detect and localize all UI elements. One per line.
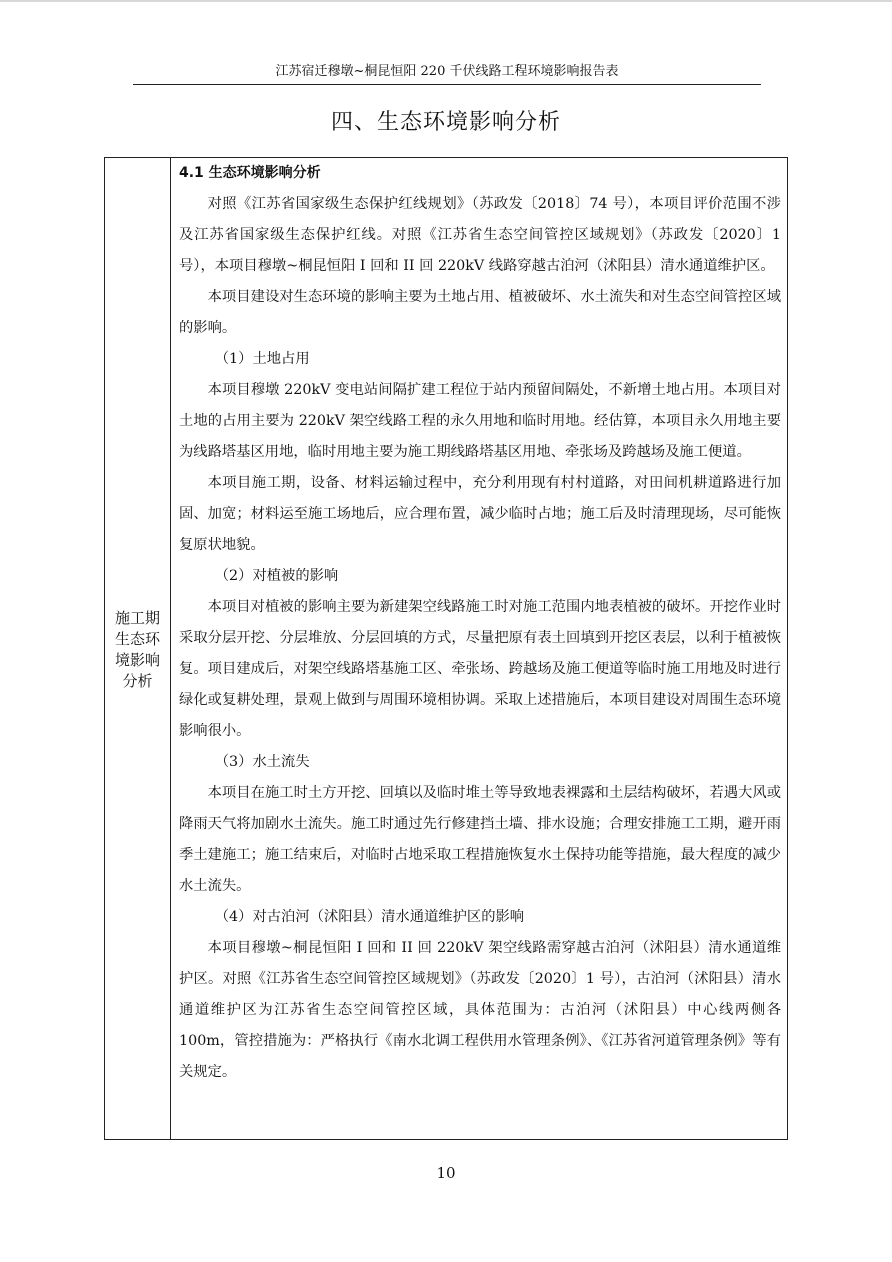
- subheading: （4）对古泊河（沭阳县）清水通道维护区的影响: [214, 909, 525, 925]
- paragraph: 本项目对植被的影响主要为新建架空线路施工时对施工范围内地表植被的破坏。开挖作业时采取分层开挖、分层堆放、分层回填的方式，尽量把原有表土回填到开挖区表层，以利于植被恢复。项目建成后，对架空线路塔基施工区、牵张场、跨越场及施工便道等临时施工用地及时进行绿化或复耕处理，景观上做到与周围环境相协调。采取上述措施后，本项目建设对周围生态环境影响很小。: [179, 599, 781, 739]
- side-label-text: 施工期生态环境影响分析: [114, 609, 160, 690]
- content-table: [104, 157, 788, 1140]
- side-label: [105, 608, 170, 692]
- paragraph: 本项目施工期，设备、材料运输过程中，充分利用现有村村道路，对田间机耕道路进行加固、加宽；材料运至施工场地后，应合理布置，减少临时占地；施工后及时清理现场，尽可能恢复原状地貌。: [179, 475, 781, 553]
- page-title: 四、生态环境影响分析: [330, 110, 561, 135]
- subheading: （1）土地占用: [214, 351, 310, 367]
- content-cell: [179, 161, 781, 1088]
- subheading: （2）对植被的影响: [214, 568, 339, 584]
- running-header: 江苏宿迁穆墩~桐昆恒阳 220 千伏线路工程环境影响报告表: [275, 64, 619, 79]
- paragraph: 对照《江苏省国家级生态保护红线规划》（苏政发〔2018〕74 号），本项目评价范围不涉及江苏省国家级生态保护红线。对照《江苏省生态空间管控区域规划》（苏政发〔2020〕1 号），本项目穆墩~桐昆恒阳 I 回和 II 回 220kV 线路穿越古泊河（沭阳县）清水通道维护区。: [179, 196, 781, 274]
- subheading: （3）水土流失: [214, 754, 310, 770]
- paragraph: 本项目在施工时土方开挖、回填以及临时堆土等导致地表裸露和土层结构破坏，若遇大风或降雨天气将加剧水土流失。施工时通过先行修建挡土墙、排水设施；合理安排施工工期，避开雨季土建施工；施工结束后，对临时占地采取工程措施恢复水土保持功能等措施，最大程度的减少水土流失。: [179, 785, 781, 894]
- paragraph: 本项目建设对生态环境的影响主要为土地占用、植被破坏、水土流失和对生态空间管控区域的影响。: [179, 289, 781, 336]
- column-divider: [170, 158, 171, 1139]
- page-top-edge: [0, 0, 892, 2]
- page-number: 10: [436, 1164, 456, 1182]
- paragraph: 本项目穆墩~桐昆恒阳 I 回和 II 回 220kV 架空线路需穿越古泊河（沭阳县）清水通道维护区。对照《江苏省生态空间管控区域规划》（苏政发〔2020〕1 号），古泊河（沭阳县）清水通道维护区为江苏省生态空间管控区域，具体范围为：古泊河（沭阳县）中心线两侧各 100m，管控措施为：严格执行《南水北调工程供用水管理条例》、《江苏省河道管理条例》等有关规定。: [179, 940, 781, 1080]
- header-rule: [133, 84, 761, 85]
- paragraph: 本项目穆墩 220kV 变电站间隔扩建工程位于站内预留间隔处，不新增土地占用。本项目对土地的占用主要为 220kV 架空线路工程的永久用地和临时用地。经估算，本项目永久用地主要为线路塔基区用地，临时用地主要为施工期线路塔基区用地、牵张场及跨越场及施工便道。: [179, 382, 781, 460]
- section-heading: 4.1 生态环境影响分析: [179, 165, 321, 181]
